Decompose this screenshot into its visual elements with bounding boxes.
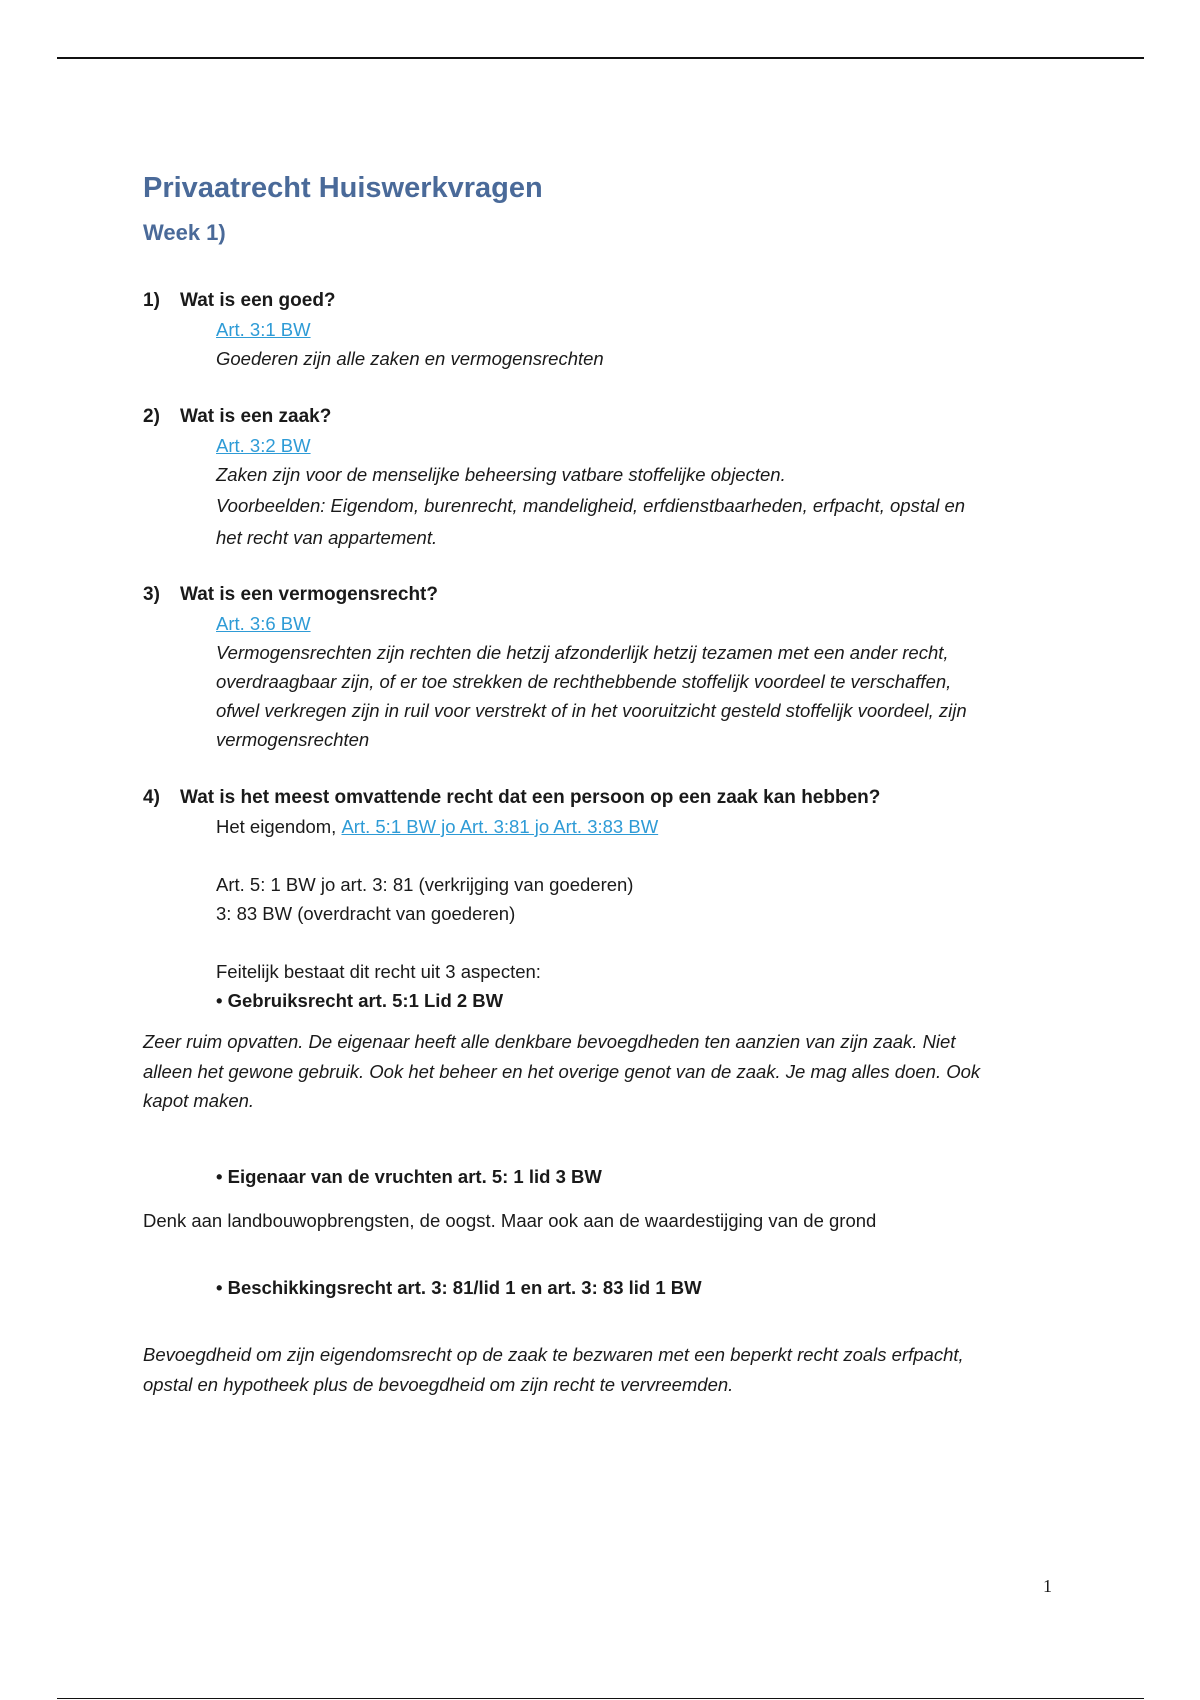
aspect-heading: • Gebruiksrecht art. 5:1 Lid 2 BW [216,990,504,1011]
aspect-text [143,1027,1063,1116]
answer-line [216,812,1063,841]
document-subtitle: Week 1) [143,220,226,245]
question-heading [143,402,1063,431]
aspect-text-line: Denk aan landbouwopbrengsten, de oogst. Maar ook aan de waardestijging van de grond [143,1209,877,1231]
question-4 [143,783,1063,1399]
examples-line: het recht van appartement. [216,527,438,548]
answer-block [143,431,1063,553]
aspects-intro: Feitelijk bestaat dit recht uit 3 aspecten: [216,961,541,982]
question-heading [143,783,1063,812]
aspect-text [143,1340,1063,1399]
article-link[interactable]: Art. 3:6 BW [216,613,311,634]
answer-block [143,812,1063,1015]
question-text: Wat is een zaak? [180,406,332,427]
question-1 [143,286,1063,373]
note-line: 3: 83 BW (overdracht van goederen) [216,903,516,924]
article-link[interactable]: Art. 3:1 BW [216,319,311,340]
aspect-heading: • Beschikkingsrecht art. 3: 81/lid 1 en art. 3: 83 lid 1 BW [216,1277,702,1298]
header-rule [57,57,1144,59]
examples-line: Voorbeelden: Eigendom, burenrecht, mandeligheid, erfdienstbaarheden, erfpacht, opstal en [216,495,966,516]
aspect-heading-block [143,1273,1063,1302]
answer-line: overdraagbaar zijn, of er toe strekken de rechthebbende stoffelijk voordeel te verschaffen, [216,671,952,692]
note-line: Art. 5: 1 BW jo art. 3: 81 (verkrijging van goederen) [216,874,634,895]
aspect-text-line: kapot maken. [143,1090,255,1111]
document-body [143,168,1063,1399]
page-number: 1 [1043,1576,1052,1596]
question-text: Wat is het meest omvattende recht dat een persoon op een zaak kan hebben? [180,787,881,808]
question-3 [143,580,1063,754]
aspect-heading-block [143,1162,1063,1191]
question-heading [143,580,1063,609]
question-number: 2) [143,406,160,427]
answer-prefix: Het eigendom, [216,816,342,837]
answer-line: vermogensrechten [216,729,370,750]
aspect-text-line: alleen het gewone gebruik. Ook het beheer en het overige genot van de zaak. Je mag alles doen. Ook [143,1060,981,1082]
question-2 [143,402,1063,553]
question-number: 4) [143,787,160,808]
aspect-text-line: Zeer ruim opvatten. De eigenaar heeft alle denkbare bevoegdheden ten aanzien van zijn zaak. Niet [143,1031,956,1052]
aspect-text-line: opstal en hypotheek plus de bevoegdheid om zijn recht te vervreemden. [143,1373,734,1395]
question-heading [143,286,1063,315]
article-link[interactable]: Art. 5:1 BW jo Art. 3:81 jo Art. 3:83 BW [341,816,659,837]
answer-line: Vermogensrechten zijn rechten die hetzij afzonderlijk hetzij tezamen met een ander recht, [216,642,949,663]
article-link[interactable]: Art. 3:2 BW [216,435,311,456]
answer-line: ofwel verkregen zijn in ruil voor verstrekt of in het vooruitzicht gesteld stoffelijk voordeel, zijn [216,700,967,721]
footer-rule [57,1698,1144,1699]
aspect-text [143,1206,1063,1236]
document-title: Privaatrecht Huiswerkvragen [143,172,543,204]
question-number: 1) [143,290,160,311]
question-number: 3) [143,584,160,605]
answer-text: Goederen zijn alle zaken en vermogensrechten [216,348,604,369]
answer-text: Zaken zijn voor de menselijke beheersing vatbare stoffelijke objecten. [216,464,786,485]
question-text: Wat is een goed? [180,290,336,311]
aspect-heading: • Eigenaar van de vruchten art. 5: 1 lid 3 BW [216,1165,602,1187]
question-text: Wat is een vermogensrecht? [180,584,438,605]
answer-block [143,315,1063,373]
aspect-text-line: Bevoegdheid om zijn eigendomsrecht op de zaak te bezwaren met een beperkt recht zoals erfpacht, [143,1344,964,1365]
answer-block [143,609,1063,754]
